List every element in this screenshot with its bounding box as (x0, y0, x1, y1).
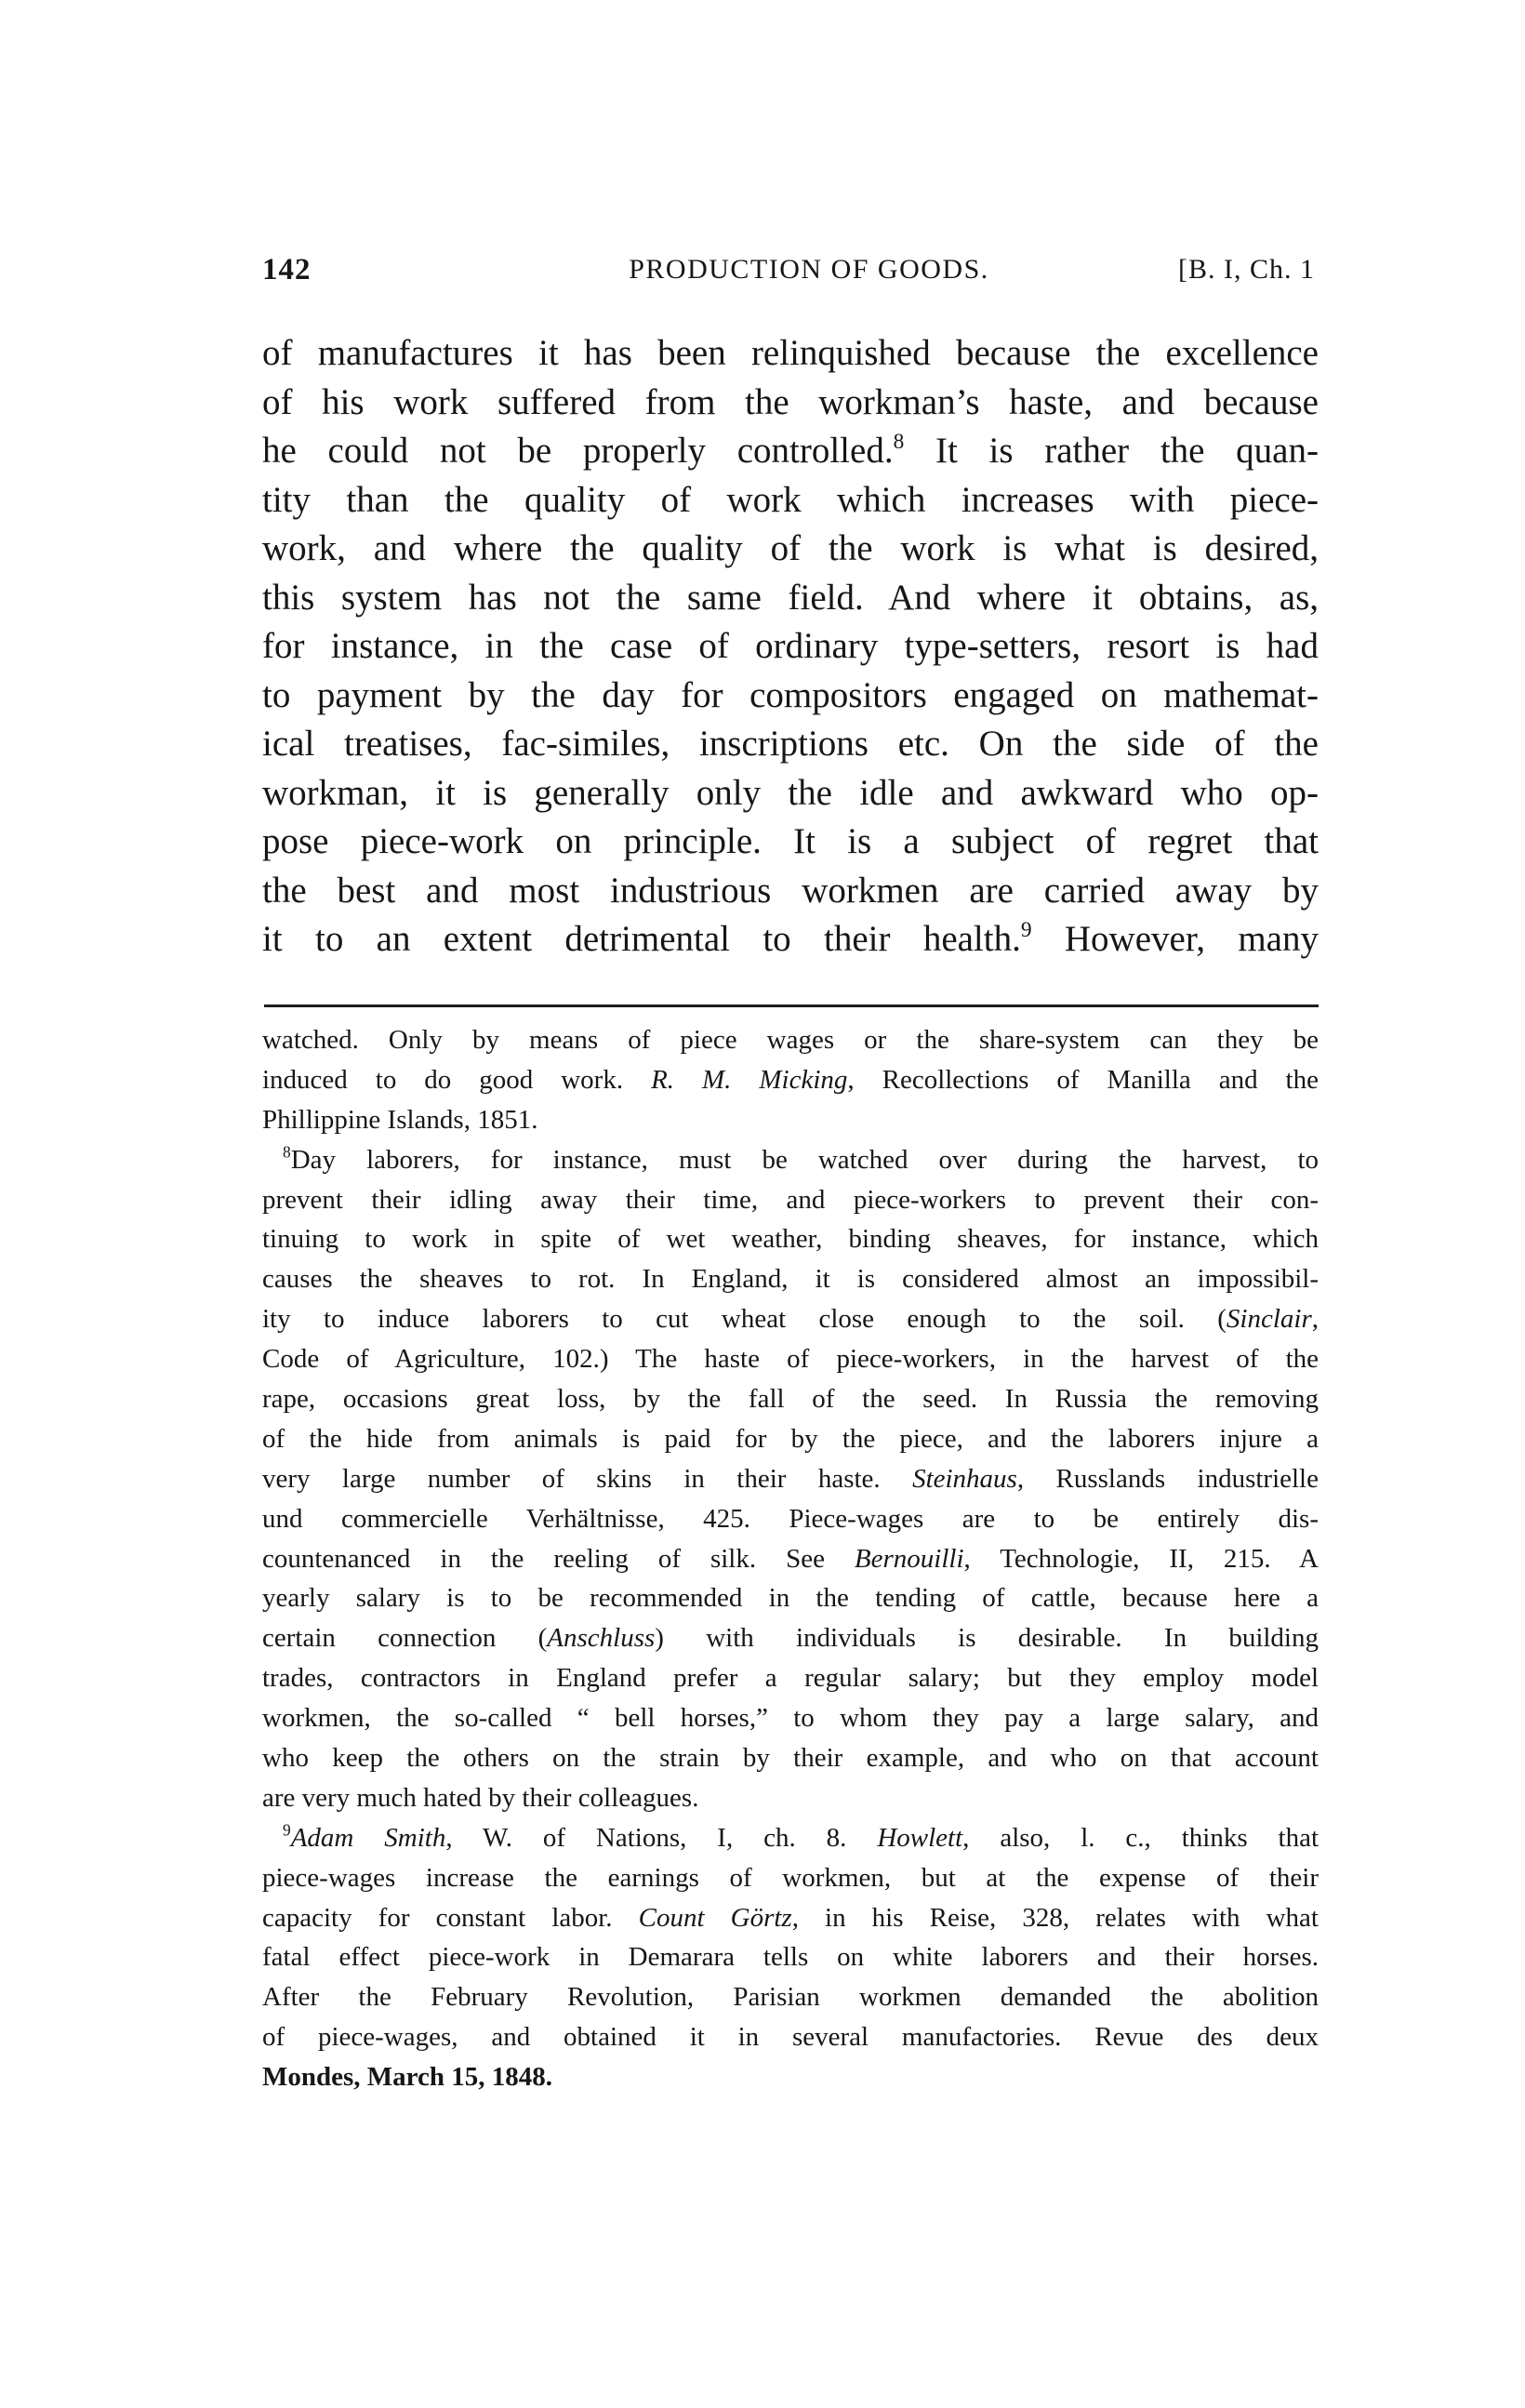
text-segment: of piece-wages, and obtained it in several manufactories. Revue des deux (262, 2022, 1319, 2053)
text-segment: the best and most industrious workmen are carried away by (262, 870, 1319, 911)
footnote-marker: 9 (1020, 917, 1032, 942)
footnote-note-9-line (262, 1937, 1319, 1977)
footnote-separator-rule (264, 1004, 1319, 1007)
italic-citation: R. M. Micking (651, 1064, 848, 1095)
footnote-continued-line (262, 1060, 1319, 1100)
text-segment: of his work suffered from the workman’s haste, and because (262, 381, 1319, 422)
text-segment: who keep the others on the strain by their example, and who on that account (262, 1743, 1319, 1774)
text-segment: to payment by the day for compositors engaged on mathemat- (262, 674, 1319, 715)
footnote-continued-line (262, 1100, 1319, 1140)
footnote-note-8-line (262, 1219, 1319, 1259)
text-segment: are very much hated by their colleagues. (262, 1782, 699, 1813)
text-segment: After the February Revolution, Parisian workmen demanded the abolition (262, 1982, 1319, 2013)
text-segment: Phillippine Islands, 1851. (262, 1104, 538, 1135)
italic-citation: Bernouilli (854, 1543, 964, 1574)
italic-citation: Adam Smith (290, 1822, 446, 1853)
text-segment: of the hide from animals is paid for by the piece, and the laborers injure a (262, 1423, 1319, 1454)
body-line (262, 476, 1319, 526)
footnote-note-8-line (262, 1419, 1319, 1459)
text-segment: Code of Agriculture, 102.) The haste of piece-workers, in the harvest of the (262, 1344, 1319, 1375)
footnote-note-8-line (262, 1618, 1319, 1658)
text-segment: , Recollections of Manilla and the (847, 1064, 1319, 1095)
running-title: PRODUCTION OF GOODS. (629, 254, 989, 285)
footnote-note-9-line (262, 1898, 1319, 1938)
body-line (262, 379, 1319, 428)
text-segment: watched. Only by means of piece wages or the share-system can they be (262, 1025, 1319, 1055)
body-line (262, 818, 1319, 867)
footnote-note-8-line (262, 1698, 1319, 1738)
text-segment: pose piece-work on principle. It is a subject of regret that (262, 821, 1319, 861)
body-line (262, 329, 1319, 379)
italic-citation: Steinhaus (912, 1463, 1017, 1494)
footnote-note-8-line (262, 1379, 1319, 1419)
text-segment: , Russlands industrielle (1016, 1463, 1319, 1494)
footnote-note-8-line (262, 1539, 1319, 1579)
text-segment: Mondes, March 15, 1848. (262, 2062, 553, 2093)
body-line (262, 427, 1319, 476)
text-segment: und commercielle Verhältnisse, 425. Piece-wages are to be entirely dis- (262, 1503, 1319, 1534)
footnotes-section (262, 1020, 1319, 2097)
body-line (262, 720, 1319, 769)
footnote-note-8-line (262, 1339, 1319, 1379)
text-segment: prevent their idling away their time, and piece-workers to prevent their con- (262, 1184, 1319, 1215)
text-segment: very large number of skins in their haste. (262, 1463, 913, 1494)
footnote-note-8-line (262, 1299, 1319, 1339)
footnote-marker: 9 (283, 1820, 291, 1840)
text-segment: capacity for constant labor. (262, 1902, 639, 1933)
footnote-note-8-line (262, 1459, 1319, 1499)
page-number: 142 (262, 253, 312, 286)
footnote-note-9-line (262, 1858, 1319, 1898)
text-segment: he could not be properly controlled. (262, 431, 894, 471)
text-segment: yearly salary is to be recommended in the tending of cattle, because here a (262, 1583, 1319, 1614)
text-segment: tinuing to work in spite of wet weather, binding sheaves, for instance, which (262, 1224, 1319, 1255)
body-line (262, 622, 1319, 672)
footnote-note-9-line (262, 1977, 1319, 2017)
text-segment: trades, contractors in England prefer a regular salary; but they employ model (262, 1663, 1319, 1694)
footnote-note-8-line (262, 1738, 1319, 1778)
text-segment: work, and where the quality of the work is what is desired, (262, 528, 1319, 568)
footnote-note-8-line (262, 1259, 1319, 1299)
text-segment: It is rather the quan- (904, 431, 1319, 471)
body-line (262, 867, 1319, 916)
text-segment: ical treatises, fac-similes, inscriptions etc. On the side of the (262, 724, 1319, 764)
footnote-note-9-line (262, 2057, 1319, 2097)
text-segment: this system has not the same field. And where it obtains, as, (262, 577, 1319, 618)
text-segment: for instance, in the case of ordinary type-setters, resort is had (262, 626, 1319, 666)
text-segment: causes the sheaves to rot. In England, it is considered almost an impossibil- (262, 1264, 1319, 1295)
text-segment: piece-wages increase the earnings of workmen, but at the expense of their (262, 1862, 1319, 1893)
body-line (262, 769, 1319, 818)
body-line (262, 525, 1319, 574)
text-segment: workmen, the so-called “ bell horses,” to whom they pay a large salary, and (262, 1703, 1319, 1734)
text-segment: , W. of Nations, I, ch. 8. (445, 1822, 878, 1853)
text-segment: rape, occasions great loss, by the fall of the seed. In Russia the removing (262, 1384, 1319, 1415)
footnote-continued-line (262, 1020, 1319, 1060)
footnote-note-9-line (262, 2017, 1319, 2057)
text-segment: , (1311, 1304, 1319, 1335)
running-head (262, 249, 1319, 290)
footnote-note-9-line (262, 1818, 1319, 1858)
text-segment: , also, l. c., thinks that (962, 1822, 1319, 1853)
footnote-note-8-line (262, 1499, 1319, 1539)
body-line (262, 915, 1319, 965)
text-segment: fatal effect piece-work in Demarara tells on white laborers and their horses. (262, 1942, 1319, 1973)
text-segment: it to an extent detrimental to their health. (262, 919, 1021, 959)
text-segment: of manufactures it has been relinquished because the excellence (262, 333, 1319, 373)
text-segment: tity than the quality of work which increases with piece- (262, 479, 1319, 520)
italic-citation: Howlett (877, 1822, 963, 1853)
main-body-text (262, 329, 1319, 965)
text-segment: induced to do good work. (262, 1064, 652, 1095)
italic-citation: Anschluss (547, 1623, 656, 1654)
footnote-note-8-line (262, 1140, 1319, 1180)
text-segment: Day laborers, for instance, must be watched over during the harvest, to (290, 1144, 1319, 1175)
italic-citation: Count Görtz (638, 1902, 792, 1933)
body-line (262, 574, 1319, 623)
text-segment: , Technologie, II, 215. A (963, 1543, 1319, 1574)
text-segment: ity to induce laborers to cut wheat close enough to the soil. ( (262, 1304, 1227, 1335)
footnote-note-8-line (262, 1778, 1319, 1818)
text-segment: However, many (1031, 919, 1319, 959)
footnote-marker: 8 (283, 1142, 291, 1162)
text-segment: ) with individuals is desirable. In building (655, 1623, 1319, 1654)
text-segment: countenanced in the reeling of silk. See (262, 1543, 855, 1574)
footnote-note-8-line (262, 1658, 1319, 1698)
book-chapter-reference: [B. I, Ch. 1 (1178, 254, 1315, 285)
text-segment: workman, it is generally only the idle and awkward who op- (262, 772, 1319, 813)
italic-citation: Sinclair (1226, 1304, 1312, 1335)
footnote-note-8-line (262, 1578, 1319, 1618)
body-line (262, 672, 1319, 721)
text-segment: , in his Reise, 328, relates with what (791, 1902, 1319, 1933)
footnote-note-8-line (262, 1180, 1319, 1220)
text-segment: certain connection ( (262, 1623, 548, 1654)
footnote-marker: 8 (893, 429, 905, 454)
